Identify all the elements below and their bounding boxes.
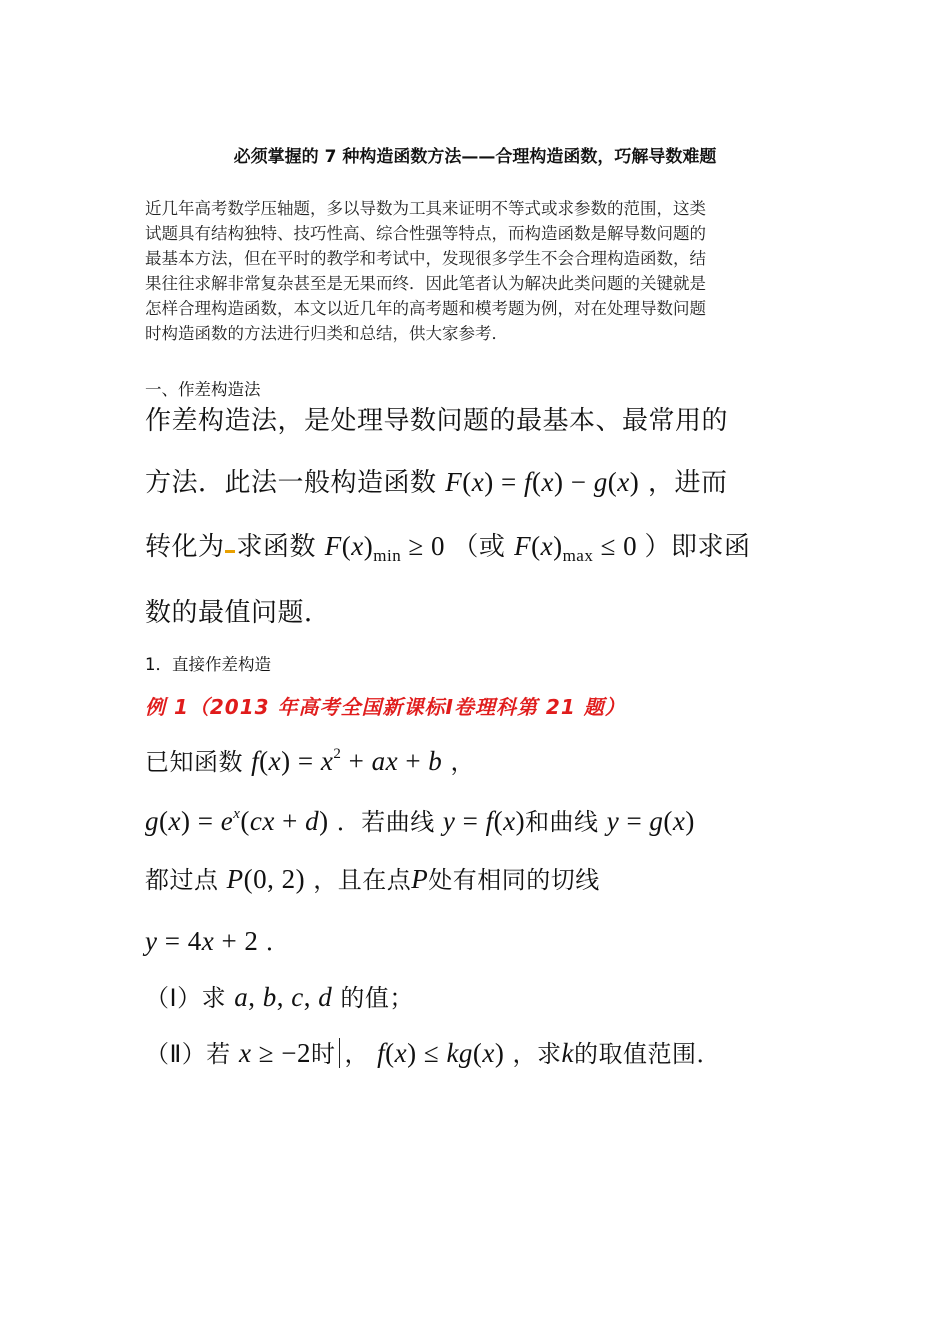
intro-line: 时构造函数的方法进行归类和总结，供大家参考．: [145, 324, 508, 343]
formula-F-equals-f-minus-g: F: [445, 467, 463, 497]
intro-line: 试题具有结构独特、技巧性高、综合性强等特点，而构造函数是解导数问题的: [145, 224, 706, 243]
question-1: （Ⅰ）求 a, b, c, d 的值；: [145, 982, 414, 1012]
intro-line: 果往往求解非常复杂甚至是无果而终．因此笔者认为解决此类问题的关键就是: [145, 274, 706, 293]
formula-F-max: F: [514, 531, 532, 561]
intro-line: 最基本方法，但在平时的教学和考试中，发现很多学生不会合理构造函数，结: [145, 249, 706, 268]
problem-line: y = 4x + 2 ．: [145, 926, 291, 956]
question-2: （Ⅱ）若 x ≥ −2时 ， f(x) ≤ kg(x) ，求k的取值范围．: [145, 1038, 722, 1068]
method-paragraph-line: 方法．此法一般构造函数 F(x) = f(x) − g(x) ，进而: [145, 467, 728, 498]
method-paragraph-line: 数的最值问题．: [145, 598, 331, 628]
intro-paragraph: [145, 196, 800, 346]
problem-line: $g(x) = e^x(cx + d)$ ．若曲线 y = f(x)和曲线 y = g(x): [145, 806, 695, 836]
edit-mark: [225, 550, 235, 553]
formula-F-min: F: [324, 531, 342, 561]
problem-line: 都过点 P(0, 2) ，且在点P处有相同的切线: [145, 864, 600, 894]
section-heading: 一、作差构造法: [145, 380, 261, 399]
example-title: 例 1（2013 年高考全国新课标Ⅰ卷理科第 21 题）: [145, 695, 626, 719]
intro-line: 怎样合理构造函数，本文以近几年的高考题和模考题为例，对在处理导数问题: [145, 299, 706, 318]
method-paragraph-line: 作差构造法，是处理导数问题的最基本、最常用的: [145, 406, 729, 436]
intro-line: 近几年高考数学压轴题，多以导数为工具来证明不等式或求参数的范围，这类: [145, 199, 706, 218]
method-paragraph-line: 转化为 求函数 $F(x)_{min} \ge 0$ （或 $F(x)_{max} \le 0$ ）即求函: [145, 531, 751, 565]
text-cursor: [339, 1038, 340, 1068]
problem-line: 已知函数 $f(x) = x^2$ + ax + b ，: [145, 746, 475, 776]
page-title: 必须掌握的 7 种构造函数方法——合理构造函数，巧解导数难题: [233, 147, 717, 167]
subsection-heading: 1．直接作差构造: [145, 655, 271, 674]
